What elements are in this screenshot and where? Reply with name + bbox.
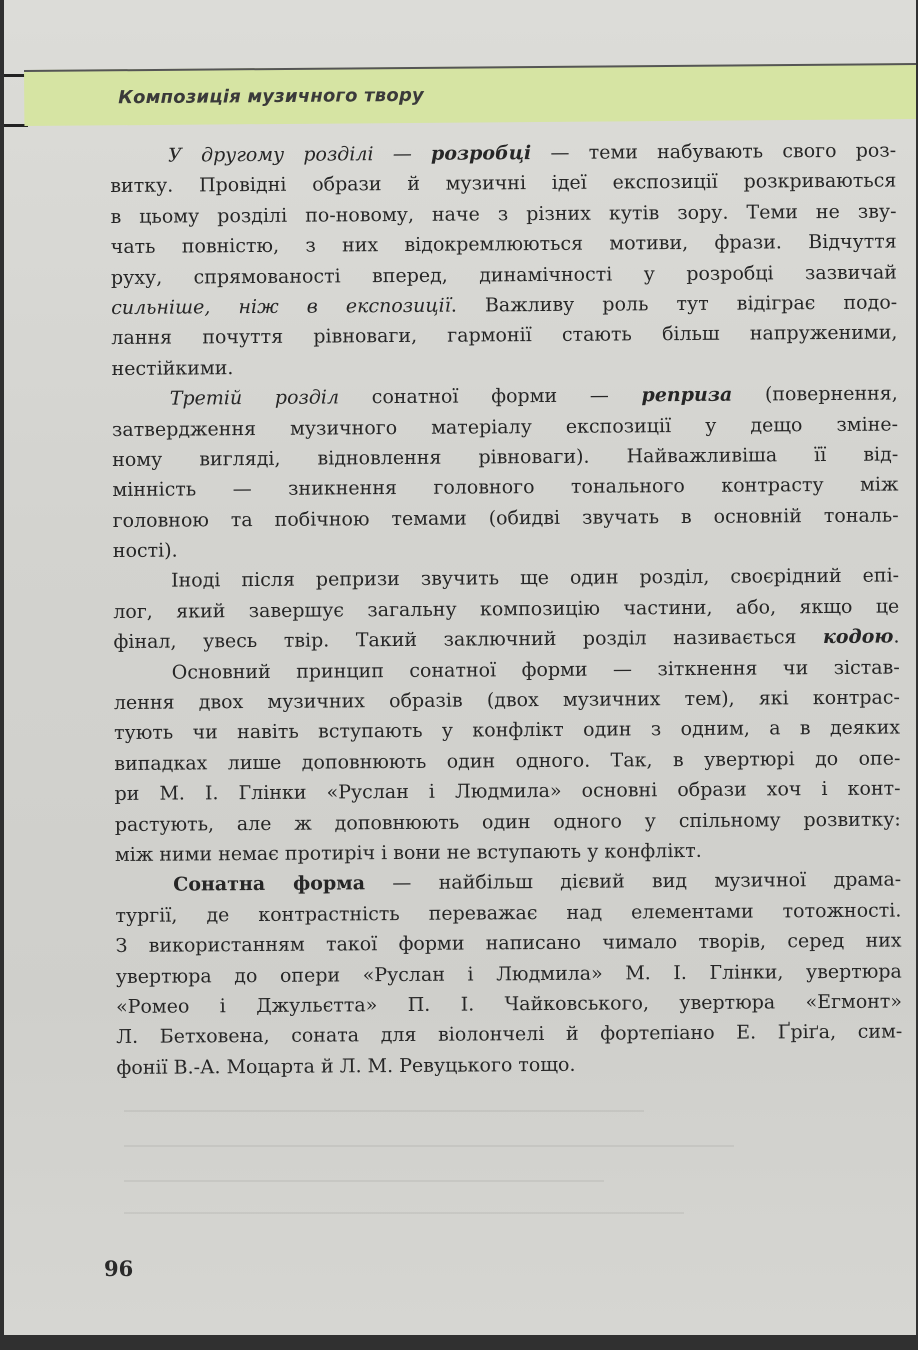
- paragraph-1-line-2: витку. Провідні образи й музичні ідеї експозиції розкриваються: [110, 169, 897, 198]
- paragraph-1-line-8: нестійкими.: [111, 356, 234, 380]
- emphasis-text: Третій розділ: [169, 386, 340, 410]
- section-header-band: [24, 63, 916, 126]
- paragraph-1-line-4: чать повністю, з них відокремлюються мотиви, фрази. Відчуття: [110, 230, 897, 259]
- term-development: розробці: [430, 142, 532, 165]
- text-run: — найбільш дієвий вид музичної драма-: [364, 868, 902, 895]
- text-run: — теми набувають свого роз-: [531, 139, 897, 165]
- paragraph-2-line-1: [112, 379, 898, 415]
- paragraph-3-line-2: лог, який завершує загальну композицію частини, або, якщо це: [113, 595, 900, 623]
- paragraph-5-line-3: З використанням такої форми написано чимало творів, серед них: [115, 929, 902, 958]
- paragraph-4-line-1: Основний принцип сонатної форми — зіткнення чи зістав-: [171, 656, 900, 684]
- paragraph-3-line-1: Іноді після репризи звучить ще один розділ, своєрідний епі-: [170, 564, 900, 593]
- page-number: 96: [104, 1256, 134, 1281]
- paragraph-3-line-3: [113, 622, 899, 658]
- paragraph-1-line-7: лання почуття рівноваги, гармонії стають більш напруженими,: [111, 321, 898, 350]
- paragraph-2-line-6: ності).: [112, 539, 178, 563]
- text-run: фінал, увесь твір. Такий заключний розділ називається: [113, 626, 824, 654]
- text-run: . Важливу роль тут відіграє подо-: [450, 291, 898, 317]
- paragraph-2-line-4: мінність — зникнення головного тонального контрасту між: [112, 473, 899, 502]
- paragraph-1-line-5: руху, спрямованості вперед, динамічності у розробці зазвичай: [110, 261, 898, 289]
- paragraph-4-line-6: растують, але ж доповнюють один одного у спільному розвитку:: [114, 808, 901, 836]
- text-run: сонатної форми —: [339, 384, 642, 409]
- paragraph-4-line-2: лення двох музичних образів (двох музичних тем), які контрас-: [113, 686, 900, 715]
- paragraph-5-line-7: фонії В.-А. Моцарта й Л. М. Ревуцького тощо.: [116, 1053, 576, 1079]
- text-run: (повернення,: [732, 382, 898, 406]
- paragraph-5-line-6: Л. Бетховена, соната для віолончелі й фортепіано Е. Ґріґа, сим-: [116, 1020, 903, 1049]
- paragraph-2-line-3: ному вигляді, відновлення рівноваги). Найважливіша її від-: [112, 443, 899, 471]
- show-through-mark: [124, 1145, 734, 1147]
- paragraph-5-line-2: тургії, де контрастність переважає над елементами тотожності.: [115, 899, 902, 927]
- body-text: [110, 136, 903, 1084]
- paragraph-4-line-7: між ними немає протиріч і вони не вступають у конфлікт.: [114, 839, 702, 866]
- text-run: У другому розділі —: [168, 142, 432, 167]
- paragraph-1-line-3: в цьому розділі по-новому, наче з різних кутів зору. Теми не зву-: [110, 200, 897, 228]
- term-coda: кодою: [822, 625, 894, 649]
- section-header-title: Композиція музичного твору: [118, 84, 425, 109]
- show-through-mark: [124, 1110, 644, 1112]
- paragraph-4-line-4: випадках лише доповнюють один одного. Так, в увертюрі до опе-: [114, 747, 901, 775]
- term-recapitulation: реприза: [641, 383, 733, 407]
- text-run: .: [893, 625, 900, 648]
- emphasis-text: сильніше, ніж в експозиції: [111, 294, 451, 319]
- paragraph-4-line-3: тують чи навіть вступають у конфлікт один з одним, а в деяких: [114, 716, 901, 745]
- show-through-mark: [124, 1212, 684, 1214]
- term-sonata-form: Сонатна форма: [173, 872, 366, 896]
- paragraph-4-line-5: ри М. І. Глінки «Руслан і Людмила» основні образи хоч і конт-: [114, 777, 901, 806]
- show-through-mark: [124, 1180, 604, 1182]
- paragraph-5-line-5: «Ромео і Джульєтта» П. І. Чайковського, увертюра «Егмонт»: [115, 990, 903, 1018]
- paragraph-2-line-5: головною та побічною темами (обидві звучать в основній тональ-: [112, 504, 899, 532]
- textbook-page: [4, 0, 916, 1335]
- paragraph-5-line-4: увертюра до опери «Руслан і Людмила» М. І. Глінки, увертюра: [115, 960, 902, 988]
- paragraph-2-line-2: затвердження музичного матеріалу експозиції у дещо змінe-: [111, 413, 899, 441]
